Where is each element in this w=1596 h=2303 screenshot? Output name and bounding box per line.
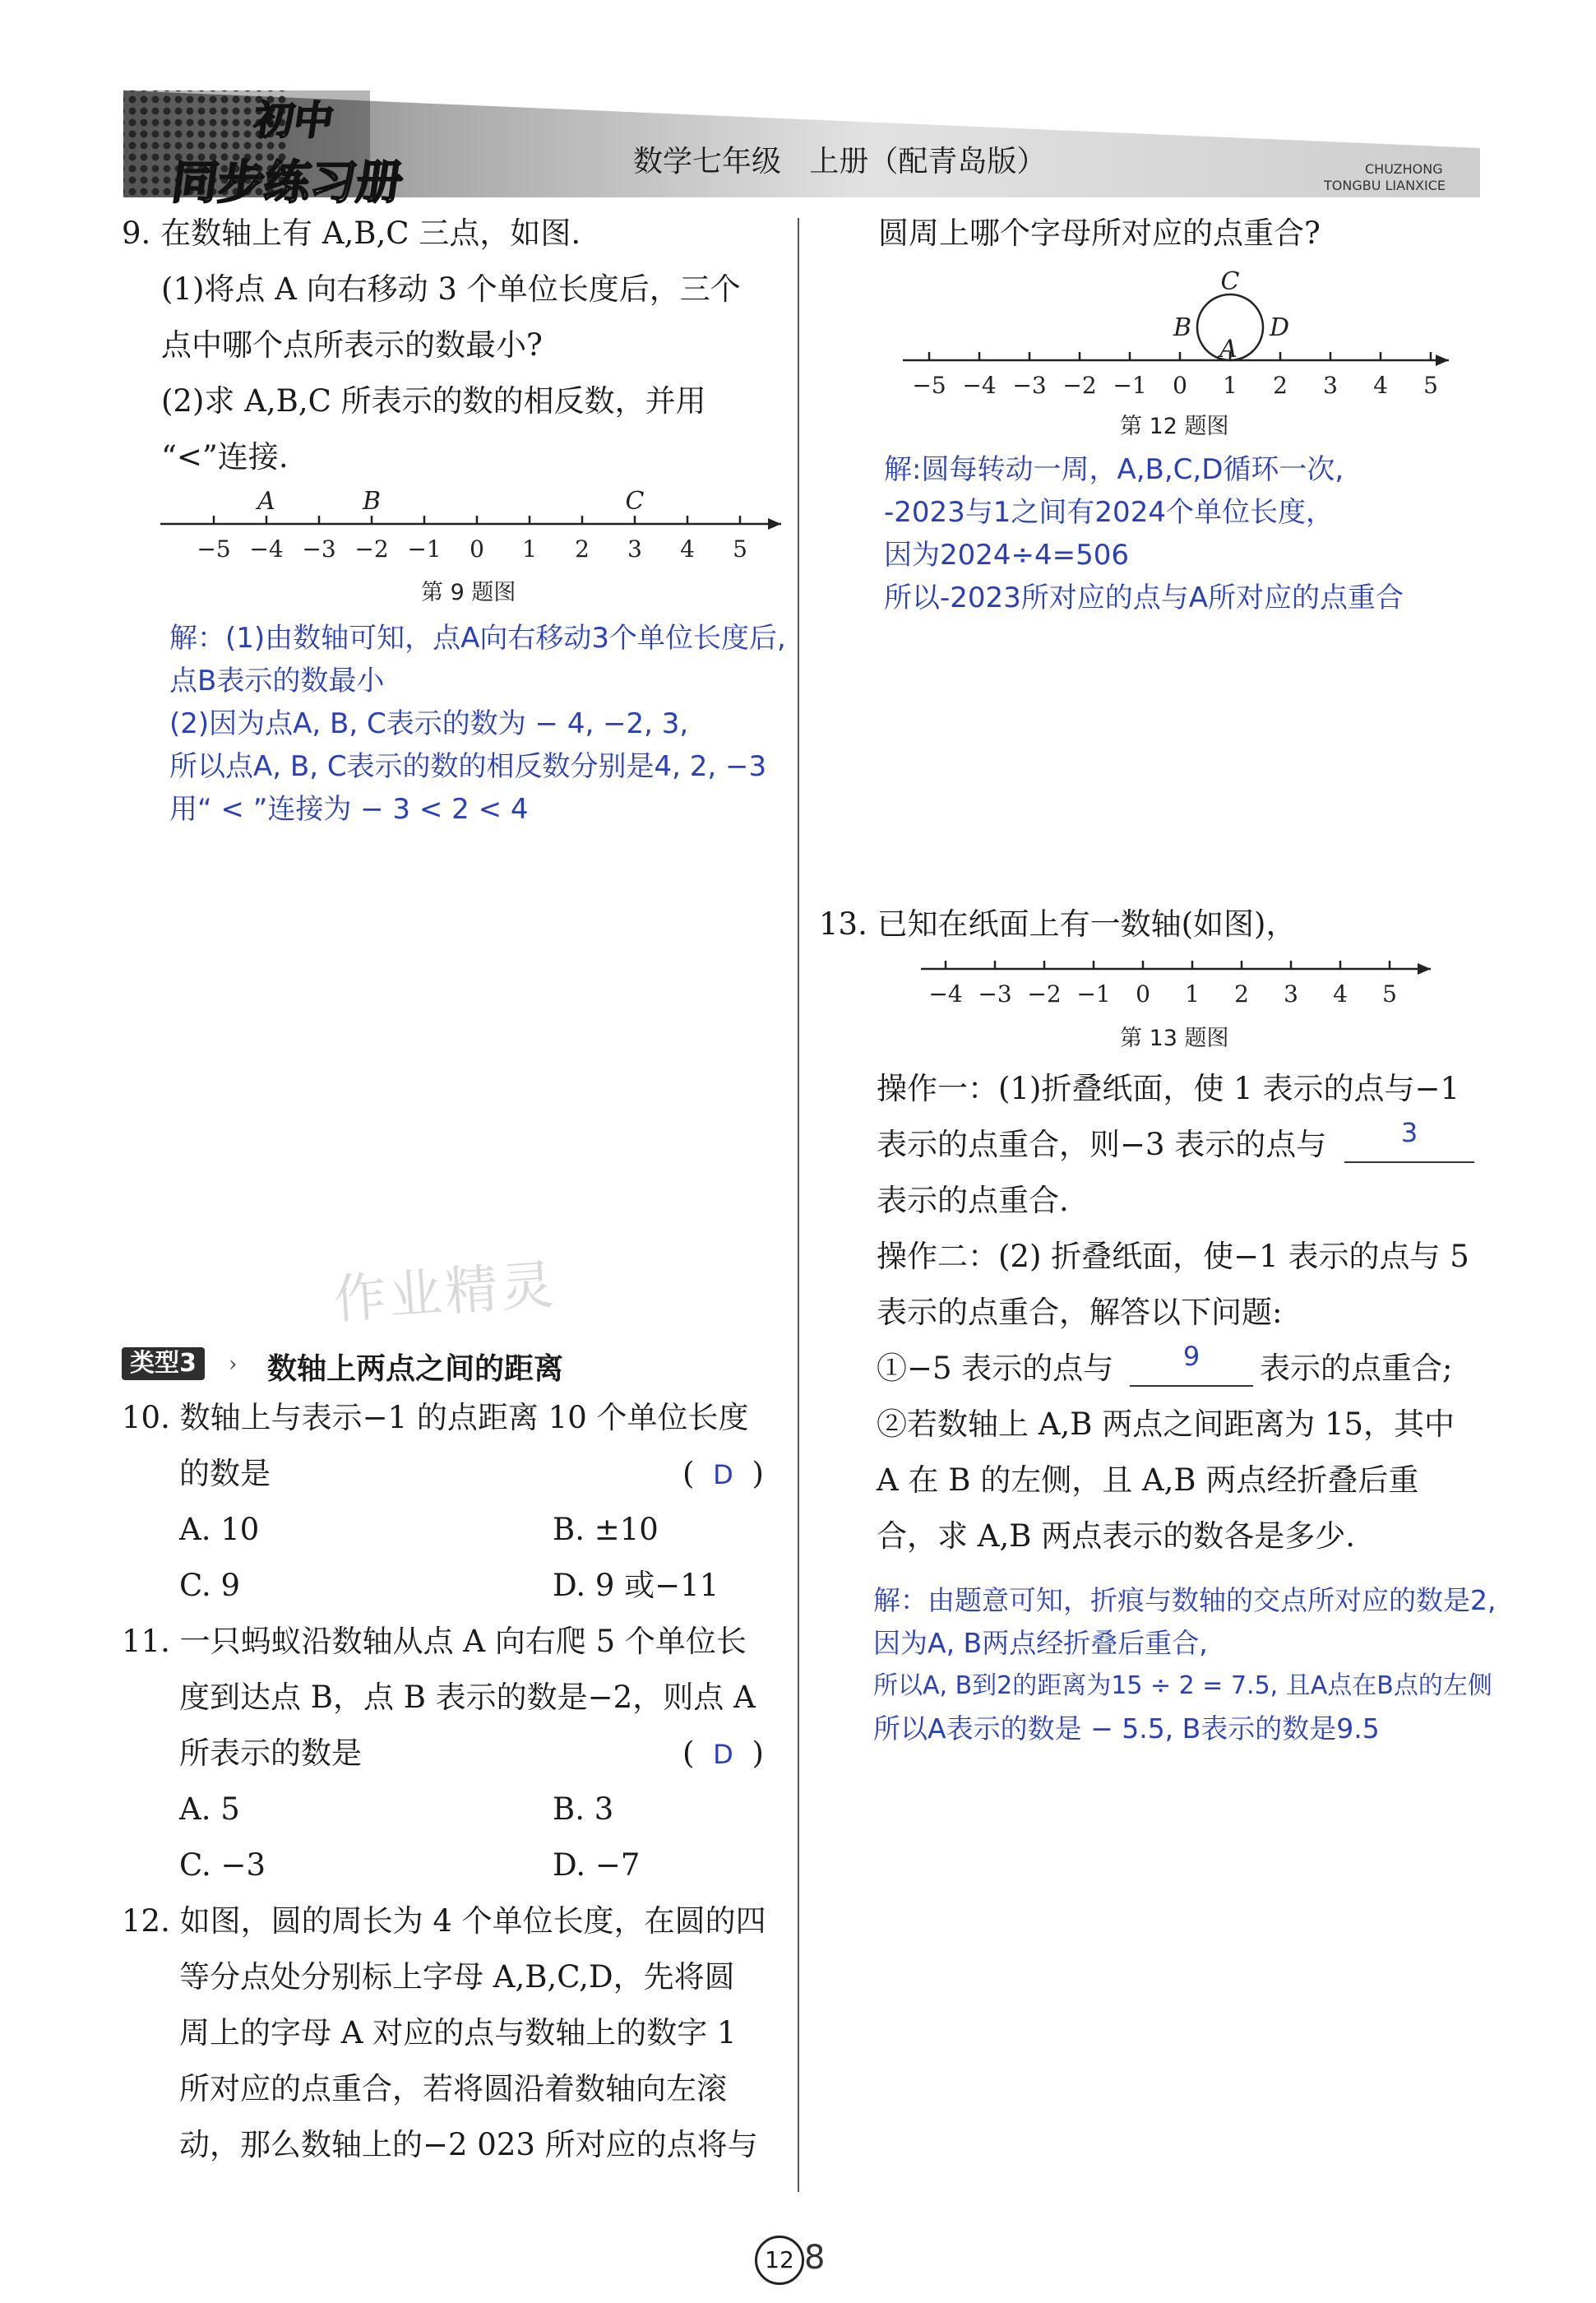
q11-line3: 所表示的数是 (179, 1735, 362, 1771)
q13-op1-line3: 表示的点重合. (877, 1183, 1069, 1218)
q13-op2-line1: 操作二：(2) 折叠纸面，使−1 表示的点与 5 (877, 1239, 1469, 1274)
q13-answer-line: 解：由题意可知，折痕与数轴的交点所对应的数是2, (873, 1584, 1497, 1616)
q13-op1-answer: 3 (1400, 1117, 1418, 1148)
q12-line-tick-label: −3 (1012, 372, 1047, 395)
q11-line2: 度到达点 B，点 B 表示的数是−2，则点 A (179, 1680, 756, 1715)
q13-op1-blank (1344, 1117, 1474, 1163)
q9-number-line (156, 489, 789, 563)
q12-line-tick-label: −4 (962, 372, 997, 395)
q12-line-tick-label: 5 (1423, 372, 1438, 395)
q13-line-tick-label: −2 (1027, 980, 1062, 1008)
q9-line-tick-label: 4 (680, 535, 695, 563)
q10-option: B. ±10 (553, 1512, 659, 1547)
q13-line-tick-label: 2 (1234, 980, 1249, 1008)
q12-line-tick-label: −5 (912, 372, 946, 395)
q12-line-tick-label: −2 (1062, 372, 1097, 395)
q10-answer-bracket: ( D ) (682, 1446, 764, 1503)
q11-option: A. 5 (179, 1791, 240, 1827)
q12-line-tick-label: 0 (1173, 372, 1187, 395)
logo-line2: 同步练习册 (168, 156, 406, 210)
q13-caption: 第 13 题图 (1120, 1026, 1229, 1051)
q13-line-tick-label: 4 (1333, 980, 1348, 1008)
q9-caption: 第 9 题图 (421, 580, 516, 605)
q12-circle-label: A (1219, 335, 1237, 364)
q9-line-tick-label: 0 (470, 535, 484, 563)
q9-answer-line: 点B表示的数最小 (169, 665, 385, 697)
q10-option: C. 9 (179, 1568, 241, 1603)
q9-line-tick-label: 2 (575, 535, 590, 563)
q11-answer-bracket: ( D ) (682, 1726, 764, 1782)
q13-c1-answer: 9 (1182, 1341, 1200, 1372)
q9-line-tick-label: −5 (197, 535, 231, 563)
q13-c2-line1: ②若数轴上 A,B 两点之间距离为 15，其中 (877, 1406, 1455, 1442)
q13-c2-line3: 合，求 A,B 两点表示的数各是多少. (877, 1518, 1355, 1554)
q13-c2-line2: A 在 B 的左侧，且 A,B 两点经折叠后重 (877, 1462, 1419, 1498)
q12-line-tick-label: 2 (1273, 372, 1288, 395)
q11-option: B. 3 (553, 1791, 614, 1827)
q10-option: A. 10 (179, 1512, 260, 1547)
q9-line-tick-label: 5 (733, 535, 747, 563)
page-number-decoration-icon: 8 (804, 2239, 826, 2277)
q12-circle-label: B (1173, 313, 1192, 342)
q10-option: D. 9 或−11 (553, 1568, 719, 1603)
book-title: 数学七年级 上册（配青岛版） (633, 145, 1047, 178)
q9-part1-line2: 点中哪个点所表示的数最小? (161, 327, 543, 363)
q13-line-tick-label: 5 (1382, 980, 1397, 1008)
q9-line-arrow-icon (768, 518, 781, 530)
q11-option: D. −7 (553, 1847, 641, 1883)
q11-line1: 11. 一只蚂蚁沿数轴从点 A 向右爬 5 个单位长 (122, 1624, 747, 1659)
q13-answer-line: 所以A表示的数是 − 5.5, B表示的数是9.5 (873, 1712, 1380, 1745)
q9-point-label: A (257, 489, 275, 516)
header-pinyin-2: TONGBU LIANXICE (1324, 178, 1446, 193)
q9-line-tick-label: −2 (354, 535, 389, 563)
q13-line-tick-label: 1 (1185, 980, 1200, 1008)
q13-op2-line2: 表示的点重合，解答以下问题: (877, 1295, 1283, 1330)
q9-answer-line: (2)因为点A, B, C表示的数为 − 4, −2, 3, (169, 707, 689, 740)
q12-answer-line: 因为2024÷4=506 (884, 539, 1130, 572)
q9-line-tick-label: 1 (522, 535, 537, 563)
q9-answer-line: 所以点A, B, C表示的数的相反数分别是4, 2, −3 (169, 750, 767, 783)
q12-line-tick-label: −1 (1113, 372, 1147, 395)
q13-line-tick-label: −1 (1076, 980, 1111, 1008)
q9-line-tick-label: −4 (249, 535, 284, 563)
q12-caption: 第 12 题图 (1120, 414, 1229, 439)
watermark: 作业精灵 (331, 1254, 559, 1332)
q10-line2: 的数是 (179, 1456, 271, 1491)
q12-line: 12. 如图，圆的周长为 4 个单位长度，在圆的四 (122, 1903, 766, 1939)
q11-answer: D (713, 1739, 733, 1770)
q13-c1-blank (1130, 1341, 1253, 1387)
q13-op1-line2: 表示的点重合，则−3 表示的点与 (877, 1127, 1327, 1162)
q11-option: C. −3 (179, 1847, 266, 1883)
q13-line-tick-label: 0 (1136, 980, 1150, 1008)
q9-part1-line1: (1)将点 A 向右移动 3 个单位长度后，三个 (161, 271, 741, 307)
q13-line-tick-label: 3 (1284, 980, 1298, 1008)
header-pinyin-1: CHUZHONG (1365, 161, 1443, 177)
q13-stem: 13. 已知在纸面上有一数轴(如图)， (819, 906, 1297, 942)
section-arrow-icon: › (229, 1352, 238, 1377)
q13-line-tick-label: −4 (928, 980, 963, 1008)
q9-line-tick-label: −1 (407, 535, 442, 563)
q12-answer-line: 所以-2023所对应的点与A所对应的点重合 (884, 582, 1404, 614)
q9-answer-line: 解：(1)由数轴可知，点A向右移动3个单位长度后, (169, 622, 786, 655)
q13-answer-line: 所以A, B到2的距离为15 ÷ 2 = 7.5, 且A点在B点的左侧 (873, 1671, 1492, 1700)
q13-answer-line: 因为A, B两点经折叠后重合, (873, 1627, 1208, 1659)
q12-figure (896, 263, 1455, 395)
q12-line: 所对应的点重合，若将圆沿着数轴向左滚 (179, 2071, 727, 2106)
page-number: 12 (765, 2246, 794, 2273)
q12-circle-label: C (1220, 267, 1240, 296)
q13-line-arrow-icon (1418, 963, 1431, 975)
q12-line-tick-label: 4 (1373, 372, 1388, 395)
q12-circle-label: D (1269, 313, 1290, 342)
section-title: 数轴上两点之间的距离 (267, 1352, 564, 1386)
q13-line-tick-label: −3 (978, 980, 1012, 1008)
q13-c1-post: 表示的点重合; (1260, 1351, 1453, 1386)
q12-line: 周上的字母 A 对应的点与数轴上的数字 1 (179, 2015, 737, 2050)
q12-line: 动，那么数轴上的−2 023 所对应的点将与 (179, 2127, 758, 2162)
q10-answer: D (713, 1459, 733, 1490)
page-number-badge (755, 2236, 804, 2285)
q13-op1-line1: 操作一：(1)折叠纸面，使 1 表示的点与−1 (877, 1071, 1460, 1106)
logo-line1: 初中 (251, 98, 337, 144)
q10-line1: 10. 数轴上与表示−1 的点距离 10 个单位长度 (122, 1400, 749, 1435)
q9-point-label: B (362, 489, 382, 516)
q13-number-line (913, 946, 1439, 1012)
q12-line-tick-label: 3 (1323, 372, 1338, 395)
q9-part2-line1: (2)求 A,B,C 所表示的数的相反数，并用 (161, 383, 706, 419)
q9-answer-line: 用“ < ”连接为 − 3 < 2 < 4 (169, 793, 529, 826)
q9-stem: 9. 在数轴上有 A,B,C 三点，如图. (122, 215, 581, 251)
section-badge: 类型3 (122, 1347, 205, 1380)
q9-part2-line2: “<”连接. (161, 439, 289, 475)
q12-line-tick-label: 1 (1223, 372, 1237, 395)
q13-c1-pre: ①−5 表示的点与 (877, 1351, 1114, 1386)
q12-answer-line: -2023与1之间有2024个单位长度， (884, 496, 1334, 529)
q9-line-tick-label: −3 (302, 535, 336, 563)
q12-continued-line: 圆周上哪个字母所对应的点重合? (878, 215, 1321, 251)
q12-line: 等分点处分别标上字母 A,B,C,D，先将圆 (179, 1959, 735, 1995)
q9-point-label: C (625, 489, 645, 516)
q12-answer-line: 解:圆每转动一周，A,B,C,D循环一次, (884, 453, 1344, 486)
q9-line-tick-label: 3 (627, 535, 642, 563)
column-divider (798, 218, 799, 2192)
q12-line-arrow-icon (1436, 354, 1449, 366)
